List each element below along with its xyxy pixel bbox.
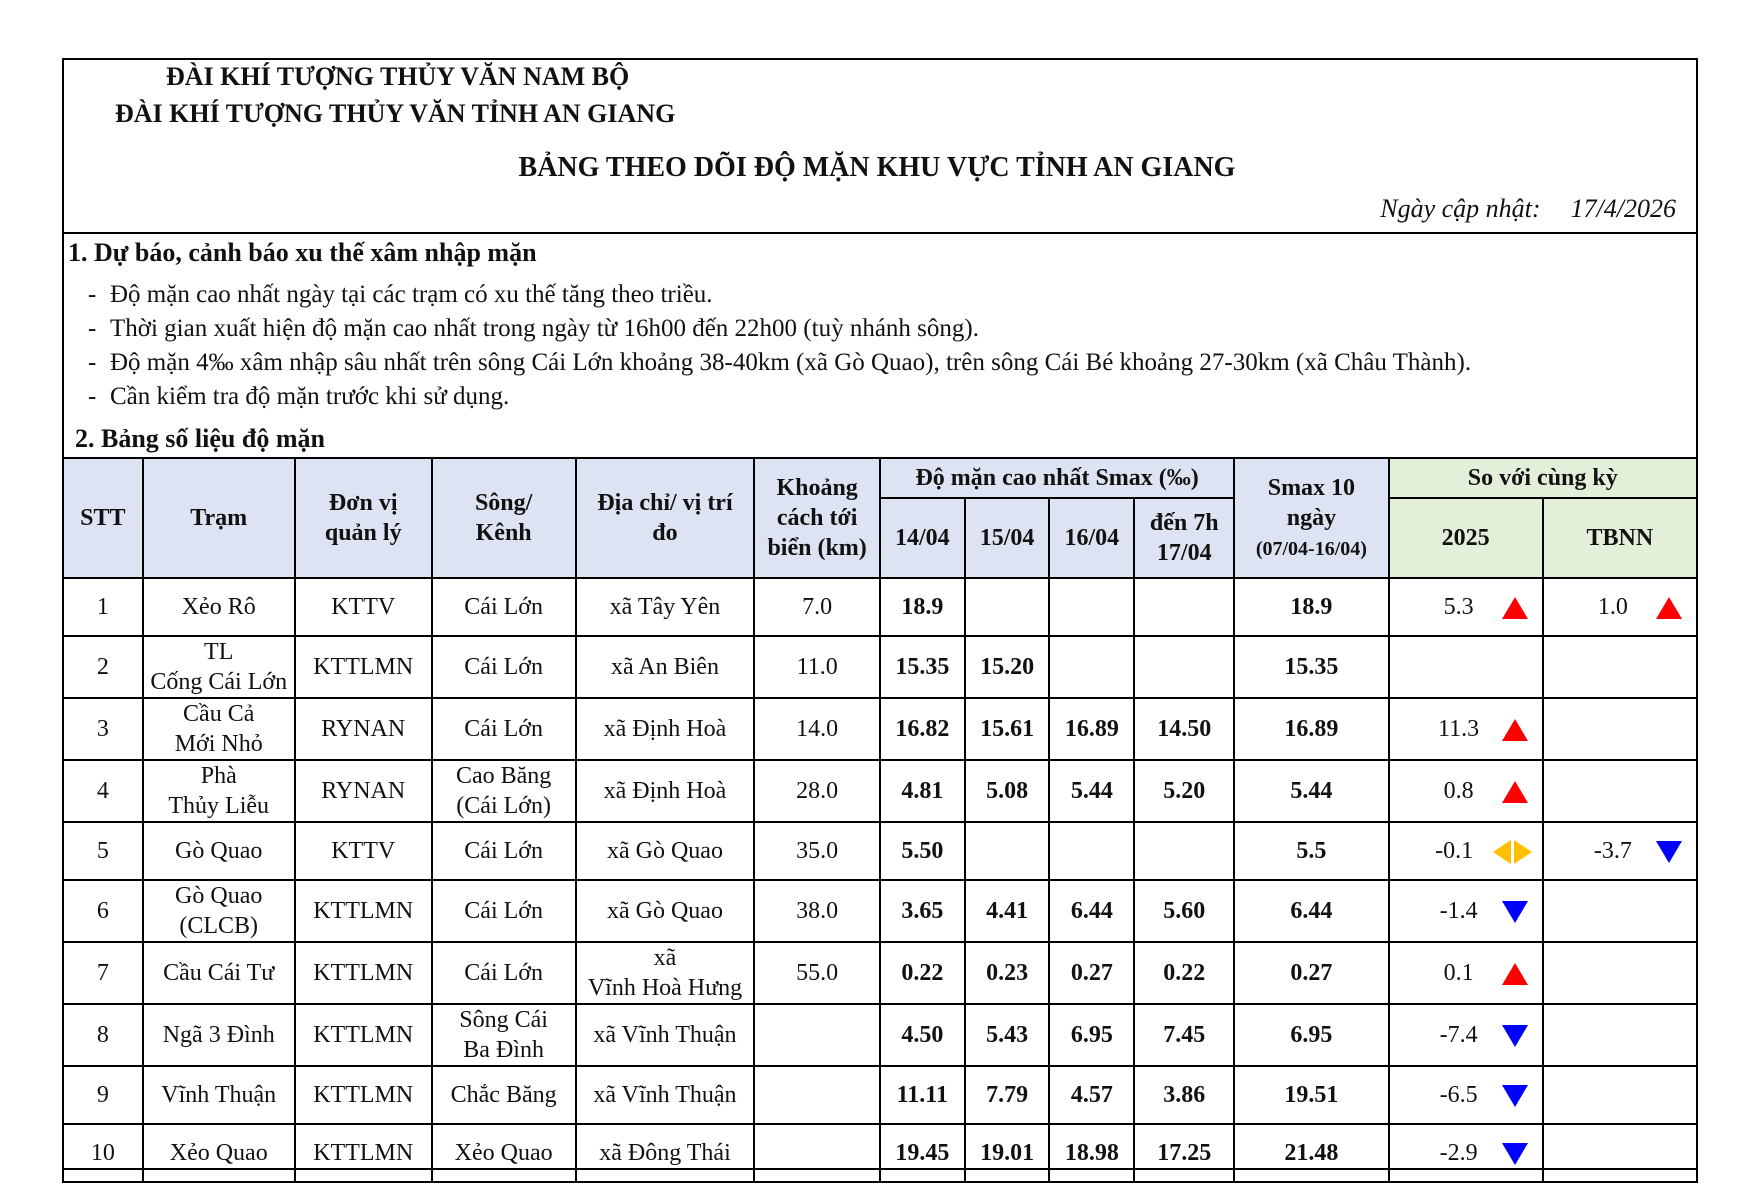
header-address: Địa chỉ/ vị trí đo (576, 458, 755, 578)
cell-address: xã Gò Quao (576, 822, 755, 880)
cell-address: xã Tây Yên (576, 578, 755, 636)
cell-day-1: 0.22 (880, 942, 965, 1004)
cell-distance (754, 1066, 880, 1124)
cell-distance: 55.0 (754, 942, 880, 1004)
cell-stt: 5 (63, 822, 143, 880)
cell-day-1: 15.35 (880, 636, 965, 698)
forecast-item: - Độ mặn cao nhất ngày tại các trạm có xu thế tăng theo triều. (88, 281, 713, 308)
trend-up-icon (1502, 781, 1528, 803)
cell-smax10: 16.89 (1234, 698, 1388, 760)
cell-unit: RYNAN (295, 698, 432, 760)
cell-compare-tbnn (1543, 698, 1697, 760)
cell-distance: 38.0 (754, 880, 880, 942)
cell-stt: 2 (63, 636, 143, 698)
trend-down-icon (1502, 1085, 1528, 1107)
cell-distance: 7.0 (754, 578, 880, 636)
cell-day-1: 5.50 (880, 822, 965, 880)
table-row (63, 760, 1697, 822)
cell-day-2: 0.23 (965, 942, 1050, 1004)
cell-day-3: 0.27 (1049, 942, 1134, 1004)
cell-day-3: 18.98 (1049, 1124, 1134, 1182)
trend-up-icon (1656, 597, 1682, 619)
cell-day-3: 16.89 (1049, 698, 1134, 760)
cell-river: Cái Lớn (432, 578, 576, 636)
cell-day-4 (1134, 578, 1234, 636)
cell-compare-2025: -2.9 (1389, 1124, 1543, 1182)
cell-station: Phà Thủy Liễu (143, 760, 295, 822)
cell-distance (754, 1124, 880, 1182)
cell-day-3: 6.44 (1049, 880, 1134, 942)
cell-station: Ngã 3 Đình (143, 1004, 295, 1066)
cell-day-4: 5.60 (1134, 880, 1234, 942)
cell-day-1: 4.50 (880, 1004, 965, 1066)
cell-river: Cái Lớn (432, 698, 576, 760)
cell-river: Cao Băng (Cái Lớn) (432, 760, 576, 822)
cell-day-4: 3.86 (1134, 1066, 1234, 1124)
cell-station: Cầu Cái Tư (143, 942, 295, 1004)
cell-distance: 28.0 (754, 760, 880, 822)
cell-stt: 7 (63, 942, 143, 1004)
cell-compare-tbnn (1543, 880, 1697, 942)
header-unit: Đơn vị quản lý (295, 458, 432, 578)
cell-day-4: 17.25 (1134, 1124, 1234, 1182)
cell-smax10: 21.48 (1234, 1124, 1388, 1182)
cell-day-2: 19.01 (965, 1124, 1050, 1182)
forecast-item: - Cần kiểm tra độ mặn trước khi sử dụng. (88, 383, 510, 410)
cell-station: Gò Quao (CLCB) (143, 880, 295, 942)
cell-compare-2025: -1.4 (1389, 880, 1543, 942)
table-row (63, 880, 1697, 942)
cell-compare-2025: 0.1 (1389, 942, 1543, 1004)
section2-title: 2. Bảng số liệu độ mặn (75, 424, 325, 453)
header-distance: Khoảng cách tới biển (km) (754, 458, 880, 578)
cell-day-3 (1049, 636, 1134, 698)
cell-distance: 35.0 (754, 822, 880, 880)
cell-day-4: 5.20 (1134, 760, 1234, 822)
cell-day-2 (965, 578, 1050, 636)
cell-day-2: 15.20 (965, 636, 1050, 698)
cell-compare-tbnn (1543, 1004, 1697, 1066)
cell-compare-2025: 0.8 (1389, 760, 1543, 822)
cell-distance: 14.0 (754, 698, 880, 760)
trend-down-icon (1656, 841, 1682, 863)
org-name: ĐÀI KHÍ TƯỢNG THỦY VĂN TỈNH AN GIANG (115, 99, 676, 128)
cell-day-1: 4.81 (880, 760, 965, 822)
cell-smax10: 0.27 (1234, 942, 1388, 1004)
cell-compare-2025 (1389, 636, 1543, 698)
cell-unit: KTTV (295, 822, 432, 880)
table-row (63, 1124, 1697, 1182)
cell-unit: KTTLMN (295, 636, 432, 698)
forecast-list (88, 278, 1471, 414)
cell-day-2: 15.61 (965, 698, 1050, 760)
cell-day-2: 5.43 (965, 1004, 1050, 1066)
cell-river: Xẻo Quao (432, 1124, 576, 1182)
cell-compare-tbnn: -3.7 (1543, 822, 1697, 880)
cell-river: Chắc Băng (432, 1066, 576, 1124)
update-label: Ngày cập nhật: (1380, 194, 1541, 223)
cell-day-4 (1134, 636, 1234, 698)
cell-day-2: 7.79 (965, 1066, 1050, 1124)
cell-day-2 (965, 822, 1050, 880)
cell-day-2: 4.41 (965, 880, 1050, 942)
cell-compare-tbnn (1543, 942, 1697, 1004)
trend-flat-icon (1493, 840, 1532, 864)
trend-up-icon (1502, 963, 1528, 985)
update-date: 17/4/2026 (1570, 194, 1676, 223)
forecast-item: - Độ mặn 4‰ xâm nhập sâu nhất trên sông Cái Lớn khoảng 38-40km (xã Gò Quao), trên sông Cái Bé khoảng 27-30km (xã Châu Thành). (88, 349, 1472, 376)
cell-compare-tbnn (1543, 1066, 1697, 1124)
cell-river: Cái Lớn (432, 942, 576, 1004)
cell-river: Cái Lớn (432, 636, 576, 698)
cell-day-1: 3.65 (880, 880, 965, 942)
cell-compare-tbnn (1543, 636, 1697, 698)
cell-compare-2025: 11.3 (1389, 698, 1543, 760)
cell-stt: 4 (63, 760, 143, 822)
cell-address: xã Vĩnh Thuận (576, 1066, 755, 1124)
cell-river: Cái Lớn (432, 822, 576, 880)
cell-station: Vĩnh Thuận (143, 1066, 295, 1124)
trend-up-icon (1502, 597, 1528, 619)
cell-stt: 9 (63, 1066, 143, 1124)
trend-down-icon (1502, 901, 1528, 923)
cell-compare-2025: -0.1 (1389, 822, 1543, 880)
header-day-4: đến 7h 17/04 (1134, 498, 1234, 578)
cell-stt: 6 (63, 880, 143, 942)
cell-distance (754, 1004, 880, 1066)
cell-station: TL Cống Cái Lớn (143, 636, 295, 698)
cell-smax10: 18.9 (1234, 578, 1388, 636)
header-smax10: Smax 10 ngày (07/04-16/04) (1234, 458, 1388, 578)
table-row (63, 636, 1697, 698)
cell-address: xã Định Hoà (576, 698, 755, 760)
cell-river: Sông Cái Ba Đình (432, 1004, 576, 1066)
trend-down-icon (1502, 1143, 1528, 1165)
cell-address: xã Gò Quao (576, 880, 755, 942)
cell-unit: RYNAN (295, 760, 432, 822)
header-day-3: 16/04 (1049, 498, 1134, 578)
cell-unit: KTTLMN (295, 1124, 432, 1182)
cell-smax10: 15.35 (1234, 636, 1388, 698)
header-river: Sông/ Kênh (432, 458, 576, 578)
cell-day-3: 4.57 (1049, 1066, 1134, 1124)
table-body (63, 578, 1697, 1182)
forecast-item: - Thời gian xuất hiện độ mặn cao nhất trong ngày từ 16h00 đến 22h00 (tuỳ nhánh sông). (88, 315, 979, 342)
cell-compare-tbnn (1543, 760, 1697, 822)
cell-day-1: 11.11 (880, 1066, 965, 1124)
cell-stt: 10 (63, 1124, 143, 1182)
update-info (1380, 194, 1676, 224)
cell-day-4: 0.22 (1134, 942, 1234, 1004)
trend-up-icon (1502, 719, 1528, 741)
section1-title: 1. Dự báo, cảnh báo xu thế xâm nhập mặn (68, 238, 537, 267)
salinity-table (62, 457, 1698, 1183)
cell-day-1: 16.82 (880, 698, 965, 760)
cell-day-3 (1049, 822, 1134, 880)
cell-unit: KTTLMN (295, 880, 432, 942)
table-row (63, 942, 1697, 1004)
cell-station: Gò Quao (143, 822, 295, 880)
cell-day-1: 18.9 (880, 578, 965, 636)
header-divider (62, 232, 1698, 234)
cell-address: xã Vĩnh Thuận (576, 1004, 755, 1066)
cell-address: xã Vĩnh Hoà Hưng (576, 942, 755, 1004)
cell-compare-2025: -6.5 (1389, 1066, 1543, 1124)
table-row (63, 578, 1697, 636)
cell-day-4 (1134, 822, 1234, 880)
header-day-2: 15/04 (965, 498, 1050, 578)
org-parent-name: ĐÀI KHÍ TƯỢNG THỦY VĂN NAM BỘ (166, 62, 630, 91)
table-row (63, 698, 1697, 760)
header-2025: 2025 (1389, 498, 1543, 578)
cell-address: xã Đông Thái (576, 1124, 755, 1182)
cell-unit: KTTLMN (295, 1066, 432, 1124)
cell-day-1: 19.45 (880, 1124, 965, 1182)
cell-unit: KTTV (295, 578, 432, 636)
page-title: BẢNG THEO DÕI ĐỘ MẶN KHU VỰC TỈNH AN GIANG (518, 152, 1236, 183)
header-station: Trạm (143, 458, 295, 578)
table-row (63, 822, 1697, 880)
table-row (63, 1066, 1697, 1124)
header-compare-group: So với cùng kỳ (1389, 458, 1698, 498)
cell-river: Cái Lớn (432, 880, 576, 942)
cell-station: Cầu Cả Mới Nhỏ (143, 698, 295, 760)
cell-stt: 8 (63, 1004, 143, 1066)
cell-unit: KTTLMN (295, 942, 432, 1004)
cell-address: xã Định Hoà (576, 760, 755, 822)
cell-smax10: 5.5 (1234, 822, 1388, 880)
header-tbnn: TBNN (1543, 498, 1697, 578)
cell-day-3 (1049, 578, 1134, 636)
header-smax-group: Độ mặn cao nhất Smax (‰) (880, 458, 1234, 498)
cell-stt: 3 (63, 698, 143, 760)
cell-smax10: 19.51 (1234, 1066, 1388, 1124)
cell-smax10: 6.95 (1234, 1004, 1388, 1066)
cell-station: Xẻo Rô (143, 578, 295, 636)
cell-address: xã An Biên (576, 636, 755, 698)
table-row (63, 1004, 1697, 1066)
header-stt: STT (63, 458, 143, 578)
cell-smax10: 6.44 (1234, 880, 1388, 942)
cell-unit: KTTLMN (295, 1004, 432, 1066)
cell-smax10: 5.44 (1234, 760, 1388, 822)
cell-day-3: 5.44 (1049, 760, 1134, 822)
cell-compare-tbnn: 1.0 (1543, 578, 1697, 636)
cell-stt: 1 (63, 578, 143, 636)
cell-day-4: 7.45 (1134, 1004, 1234, 1066)
cell-compare-2025: 5.3 (1389, 578, 1543, 636)
cell-compare-2025: -7.4 (1389, 1004, 1543, 1066)
cell-station: Xẻo Quao (143, 1124, 295, 1182)
header-day-1: 14/04 (880, 498, 965, 578)
trend-down-icon (1502, 1025, 1528, 1047)
cell-day-2: 5.08 (965, 760, 1050, 822)
cell-day-3: 6.95 (1049, 1004, 1134, 1066)
cell-day-4: 14.50 (1134, 698, 1234, 760)
cell-compare-tbnn (1543, 1124, 1697, 1182)
cell-distance: 11.0 (754, 636, 880, 698)
